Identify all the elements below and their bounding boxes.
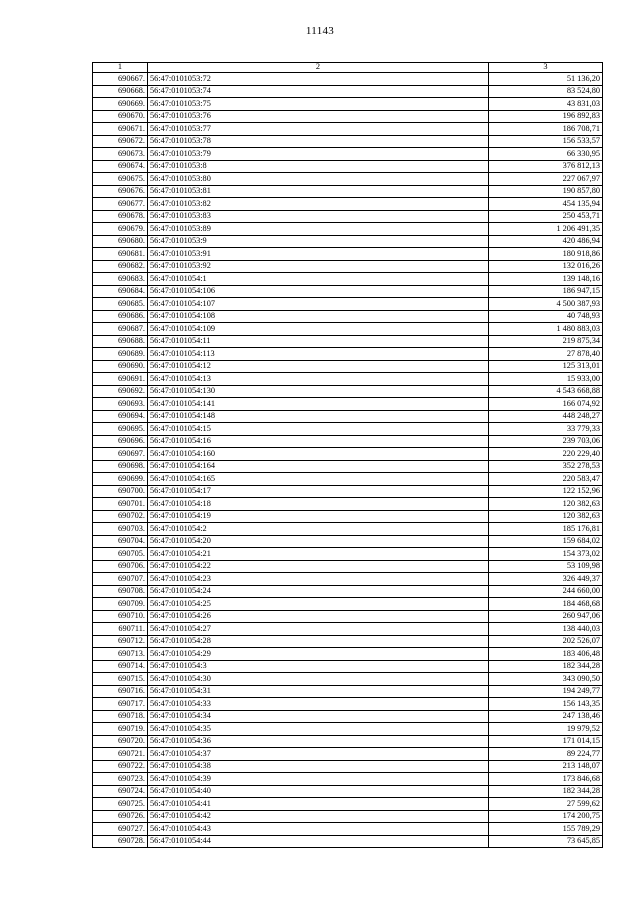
table-row: [93, 135, 603, 148]
value-cell: 171 014,15: [489, 735, 603, 748]
cadastral-number-cell: 56:47:0101054:44: [148, 835, 489, 848]
row-number-cell: 690685.: [93, 298, 148, 311]
table-row: [93, 285, 603, 298]
value-cell: 180 918,86: [489, 248, 603, 261]
row-number-cell: 690703.: [93, 523, 148, 536]
table-row: [93, 560, 603, 573]
row-number-cell: 690705.: [93, 548, 148, 561]
cadastral-number-cell: 56:47:0101054:29: [148, 648, 489, 661]
table-row: [93, 473, 603, 486]
table-row: [93, 360, 603, 373]
row-number-cell: 690716.: [93, 685, 148, 698]
cadastral-number-cell: 56:47:0101053:82: [148, 198, 489, 211]
cadastral-number-cell: 56:47:0101054:11: [148, 335, 489, 348]
row-number-cell: 690715.: [93, 673, 148, 686]
row-number-cell: 690728.: [93, 835, 148, 848]
cadastral-number-cell: 56:47:0101054:43: [148, 823, 489, 836]
value-cell: 184 468,68: [489, 598, 603, 611]
row-number-cell: 690696.: [93, 435, 148, 448]
table-row: [93, 735, 603, 748]
table-row: [93, 85, 603, 98]
table-row: [93, 398, 603, 411]
table-row: [93, 423, 603, 436]
cadastral-number-cell: 56:47:0101054:36: [148, 735, 489, 748]
value-cell: 250 453,71: [489, 210, 603, 223]
table-row: [93, 535, 603, 548]
cadastral-number-cell: 56:47:0101054:2: [148, 523, 489, 536]
cadastral-number-cell: 56:47:0101054:40: [148, 785, 489, 798]
table-row: [93, 685, 603, 698]
value-cell: 219 875,34: [489, 335, 603, 348]
cadastral-number-cell: 56:47:0101054:108: [148, 310, 489, 323]
value-cell: 352 278,53: [489, 460, 603, 473]
value-cell: 343 090,50: [489, 673, 603, 686]
cadastral-number-cell: 56:47:0101054:31: [148, 685, 489, 698]
cadastral-number-cell: 56:47:0101053:74: [148, 85, 489, 98]
cadastral-number-cell: 56:47:0101054:28: [148, 635, 489, 648]
cadastral-number-cell: 56:47:0101054:164: [148, 460, 489, 473]
value-cell: 27 599,62: [489, 798, 603, 811]
value-cell: 1 480 883,03: [489, 323, 603, 336]
value-cell: 227 067,97: [489, 173, 603, 186]
value-cell: 220 229,40: [489, 448, 603, 461]
value-cell: 186 708,71: [489, 123, 603, 136]
table-row: [93, 760, 603, 773]
table-row: [93, 148, 603, 161]
row-number-cell: 690709.: [93, 598, 148, 611]
cadastral-number-cell: 56:47:0101054:30: [148, 673, 489, 686]
cadastral-number-cell: 56:47:0101053:79: [148, 148, 489, 161]
value-cell: 174 200,75: [489, 810, 603, 823]
table-row: [93, 435, 603, 448]
row-number-cell: 690669.: [93, 98, 148, 111]
row-number-cell: 690677.: [93, 198, 148, 211]
table-row: [93, 810, 603, 823]
table-row: [93, 123, 603, 136]
cadastral-number-cell: 56:47:0101054:130: [148, 385, 489, 398]
table-row: [93, 798, 603, 811]
table-row: [93, 698, 603, 711]
row-number-cell: 690676.: [93, 185, 148, 198]
table-row: [93, 573, 603, 586]
cadastral-number-cell: 56:47:0101054:39: [148, 773, 489, 786]
row-number-cell: 690673.: [93, 148, 148, 161]
row-number-cell: 690687.: [93, 323, 148, 336]
cadastral-number-cell: 56:47:0101054:17: [148, 485, 489, 498]
value-cell: 196 892,83: [489, 110, 603, 123]
cadastral-number-cell: 56:47:0101054:109: [148, 323, 489, 336]
table-row: [93, 298, 603, 311]
cadastral-number-cell: 56:47:0101054:113: [148, 348, 489, 361]
table-row: [93, 185, 603, 198]
row-number-cell: 690671.: [93, 123, 148, 136]
row-number-cell: 690727.: [93, 823, 148, 836]
cadastral-number-cell: 56:47:0101054:19: [148, 510, 489, 523]
row-number-cell: 690721.: [93, 748, 148, 761]
value-cell: 194 249,77: [489, 685, 603, 698]
row-number-cell: 690682.: [93, 260, 148, 273]
row-number-cell: 690674.: [93, 160, 148, 173]
cadastral-number-cell: 56:47:0101054:27: [148, 623, 489, 636]
cadastral-number-cell: 56:47:0101054:12: [148, 360, 489, 373]
table-row: [93, 485, 603, 498]
value-cell: 89 224,77: [489, 748, 603, 761]
value-cell: 376 812,13: [489, 160, 603, 173]
cadastral-number-cell: 56:47:0101054:33: [148, 698, 489, 711]
cadastral-number-cell: 56:47:0101054:160: [148, 448, 489, 461]
table-row: [93, 223, 603, 236]
cadastral-number-cell: 56:47:0101054:37: [148, 748, 489, 761]
table-row: [93, 273, 603, 286]
cadastral-number-cell: 56:47:0101054:38: [148, 760, 489, 773]
cadastral-number-cell: 56:47:0101053:75: [148, 98, 489, 111]
table-row: [93, 323, 603, 336]
row-number-cell: 690722.: [93, 760, 148, 773]
cadastral-number-cell: 56:47:0101053:91: [148, 248, 489, 261]
row-number-cell: 690691.: [93, 373, 148, 386]
cadastral-number-cell: 56:47:0101053:92: [148, 260, 489, 273]
table-row: [93, 835, 603, 848]
cadastral-number-cell: 56:47:0101054:13: [148, 373, 489, 386]
row-number-cell: 690694.: [93, 410, 148, 423]
table-row: [93, 673, 603, 686]
row-number-cell: 690702.: [93, 510, 148, 523]
cadastral-number-cell: 56:47:0101053:77: [148, 123, 489, 136]
cadastral-number-cell: 56:47:0101054:20: [148, 535, 489, 548]
value-cell: 4 500 387,93: [489, 298, 603, 311]
cadastral-number-cell: 56:47:0101054:1: [148, 273, 489, 286]
cadastral-number-cell: 56:47:0101054:15: [148, 423, 489, 436]
table-row: [93, 173, 603, 186]
value-cell: 166 074,92: [489, 398, 603, 411]
value-cell: 19 979,52: [489, 723, 603, 736]
value-cell: 53 109,98: [489, 560, 603, 573]
row-number-cell: 690693.: [93, 398, 148, 411]
value-cell: 33 779,33: [489, 423, 603, 436]
row-number-cell: 690707.: [93, 573, 148, 586]
cadastral-number-cell: 56:47:0101054:26: [148, 610, 489, 623]
value-cell: 159 684,02: [489, 535, 603, 548]
table-row: [93, 348, 603, 361]
table-row: [93, 648, 603, 661]
table-row: [93, 710, 603, 723]
cadastral-table: [92, 62, 603, 848]
cadastral-number-cell: 56:47:0101053:72: [148, 73, 489, 86]
cadastral-number-cell: 56:47:0101054:22: [148, 560, 489, 573]
table-row: [93, 385, 603, 398]
row-number-cell: 690697.: [93, 448, 148, 461]
table-row: [93, 248, 603, 261]
cadastral-number-cell: 56:47:0101053:76: [148, 110, 489, 123]
table-row: [93, 448, 603, 461]
cadastral-number-cell: 56:47:0101054:106: [148, 285, 489, 298]
row-number-cell: 690675.: [93, 173, 148, 186]
value-cell: 244 660,00: [489, 585, 603, 598]
table-row: [93, 310, 603, 323]
row-number-cell: 690708.: [93, 585, 148, 598]
column-header-1: 1: [93, 63, 148, 73]
value-cell: 260 947,06: [489, 610, 603, 623]
cadastral-number-cell: 56:47:0101053:80: [148, 173, 489, 186]
cadastral-number-cell: 56:47:0101053:78: [148, 135, 489, 148]
cadastral-number-cell: 56:47:0101054:141: [148, 398, 489, 411]
value-cell: 51 136,20: [489, 73, 603, 86]
row-number-cell: 690692.: [93, 385, 148, 398]
table-body: [93, 73, 603, 848]
value-cell: 155 789,29: [489, 823, 603, 836]
cadastral-number-cell: 56:47:0101054:24: [148, 585, 489, 598]
row-number-cell: 690704.: [93, 535, 148, 548]
row-number-cell: 690681.: [93, 248, 148, 261]
cadastral-number-cell: 56:47:0101054:34: [148, 710, 489, 723]
table-row: [93, 523, 603, 536]
value-cell: 420 486,94: [489, 235, 603, 248]
row-number-cell: 690718.: [93, 710, 148, 723]
value-cell: 182 344,28: [489, 660, 603, 673]
cadastral-number-cell: 56:47:0101053:83: [148, 210, 489, 223]
value-cell: 173 846,68: [489, 773, 603, 786]
cadastral-number-cell: 56:47:0101054:41: [148, 798, 489, 811]
row-number-cell: 690688.: [93, 335, 148, 348]
table-row: [93, 598, 603, 611]
row-number-cell: 690670.: [93, 110, 148, 123]
table-row: [93, 235, 603, 248]
value-cell: 247 138,46: [489, 710, 603, 723]
row-number-cell: 690690.: [93, 360, 148, 373]
value-cell: 125 313,01: [489, 360, 603, 373]
value-cell: 220 583,47: [489, 473, 603, 486]
value-cell: 239 703,06: [489, 435, 603, 448]
value-cell: 326 449,37: [489, 573, 603, 586]
table-row: [93, 723, 603, 736]
value-cell: 213 148,07: [489, 760, 603, 773]
value-cell: 156 143,35: [489, 698, 603, 711]
table-row: [93, 635, 603, 648]
cadastral-number-cell: 56:47:0101054:25: [148, 598, 489, 611]
value-cell: 183 406,48: [489, 648, 603, 661]
table-row: [93, 773, 603, 786]
cadastral-number-cell: 56:47:0101054:148: [148, 410, 489, 423]
row-number-cell: 690668.: [93, 85, 148, 98]
row-number-cell: 690700.: [93, 485, 148, 498]
value-cell: 73 645,85: [489, 835, 603, 848]
value-cell: 43 831,03: [489, 98, 603, 111]
page-number: 11143: [305, 25, 335, 37]
cadastral-number-cell: 56:47:0101054:18: [148, 498, 489, 511]
cadastral-number-cell: 56:47:0101054:23: [148, 573, 489, 586]
cadastral-number-cell: 56:47:0101054:107: [148, 298, 489, 311]
cadastral-number-cell: 56:47:0101054:42: [148, 810, 489, 823]
value-cell: 120 382,63: [489, 498, 603, 511]
table-row: [93, 210, 603, 223]
value-cell: 66 330,95: [489, 148, 603, 161]
row-number-cell: 690710.: [93, 610, 148, 623]
row-number-cell: 690723.: [93, 773, 148, 786]
row-number-cell: 690717.: [93, 698, 148, 711]
table-row: [93, 335, 603, 348]
cadastral-number-cell: 56:47:0101053:81: [148, 185, 489, 198]
table-row: [93, 498, 603, 511]
cadastral-number-cell: 56:47:0101054:165: [148, 473, 489, 486]
value-cell: 4 543 668,88: [489, 385, 603, 398]
table-row: [93, 785, 603, 798]
row-number-cell: 690713.: [93, 648, 148, 661]
row-number-cell: 690683.: [93, 273, 148, 286]
table-row: [93, 748, 603, 761]
row-number-cell: 690701.: [93, 498, 148, 511]
value-cell: 83 524,80: [489, 85, 603, 98]
value-cell: 120 382,63: [489, 510, 603, 523]
row-number-cell: 690695.: [93, 423, 148, 436]
row-number-cell: 690720.: [93, 735, 148, 748]
row-number-cell: 690679.: [93, 223, 148, 236]
table-row: [93, 160, 603, 173]
table-row: [93, 510, 603, 523]
row-number-cell: 690724.: [93, 785, 148, 798]
value-cell: 154 373,02: [489, 548, 603, 561]
row-number-cell: 690719.: [93, 723, 148, 736]
column-header-2: 2: [148, 63, 489, 73]
value-cell: 132 016,26: [489, 260, 603, 273]
row-number-cell: 690689.: [93, 348, 148, 361]
row-number-cell: 690706.: [93, 560, 148, 573]
row-number-cell: 690714.: [93, 660, 148, 673]
table-row: [93, 373, 603, 386]
table-row: [93, 610, 603, 623]
value-cell: 1 206 491,35: [489, 223, 603, 236]
table-row: [93, 260, 603, 273]
value-cell: 156 533,57: [489, 135, 603, 148]
value-cell: 202 526,07: [489, 635, 603, 648]
table-row: [93, 410, 603, 423]
value-cell: 186 947,15: [489, 285, 603, 298]
row-number-cell: 690698.: [93, 460, 148, 473]
table-row: [93, 585, 603, 598]
cadastral-number-cell: 56:47:0101054:35: [148, 723, 489, 736]
value-cell: 190 857,80: [489, 185, 603, 198]
row-number-cell: 690672.: [93, 135, 148, 148]
row-number-cell: 690726.: [93, 810, 148, 823]
cadastral-number-cell: 56:47:0101053:89: [148, 223, 489, 236]
table-row: [93, 110, 603, 123]
table-row: [93, 198, 603, 211]
cadastral-number-cell: 56:47:0101054:21: [148, 548, 489, 561]
value-cell: 182 344,28: [489, 785, 603, 798]
table-row: [93, 548, 603, 561]
value-cell: 122 152,96: [489, 485, 603, 498]
table-row: [93, 823, 603, 836]
header-row: [93, 63, 603, 73]
table-header: [93, 63, 603, 73]
row-number-cell: 690686.: [93, 310, 148, 323]
table-row: [93, 73, 603, 86]
table-row: [93, 660, 603, 673]
value-cell: 185 176,81: [489, 523, 603, 536]
value-cell: 454 135,94: [489, 198, 603, 211]
value-cell: 15 933,00: [489, 373, 603, 386]
row-number-cell: 690725.: [93, 798, 148, 811]
table-row: [93, 460, 603, 473]
cadastral-number-cell: 56:47:0101054:3: [148, 660, 489, 673]
row-number-cell: 690667.: [93, 73, 148, 86]
value-cell: 27 878,40: [489, 348, 603, 361]
value-cell: 40 748,93: [489, 310, 603, 323]
row-number-cell: 690711.: [93, 623, 148, 636]
cadastral-number-cell: 56:47:0101053:8: [148, 160, 489, 173]
table-row: [93, 623, 603, 636]
cadastral-number-cell: 56:47:0101053:9: [148, 235, 489, 248]
row-number-cell: 690684.: [93, 285, 148, 298]
value-cell: 139 148,16: [489, 273, 603, 286]
row-number-cell: 690699.: [93, 473, 148, 486]
column-header-3: 3: [489, 63, 603, 73]
table-row: [93, 98, 603, 111]
cadastral-number-cell: 56:47:0101054:16: [148, 435, 489, 448]
row-number-cell: 690712.: [93, 635, 148, 648]
row-number-cell: 690678.: [93, 210, 148, 223]
value-cell: 138 440,03: [489, 623, 603, 636]
row-number-cell: 690680.: [93, 235, 148, 248]
value-cell: 448 248,27: [489, 410, 603, 423]
